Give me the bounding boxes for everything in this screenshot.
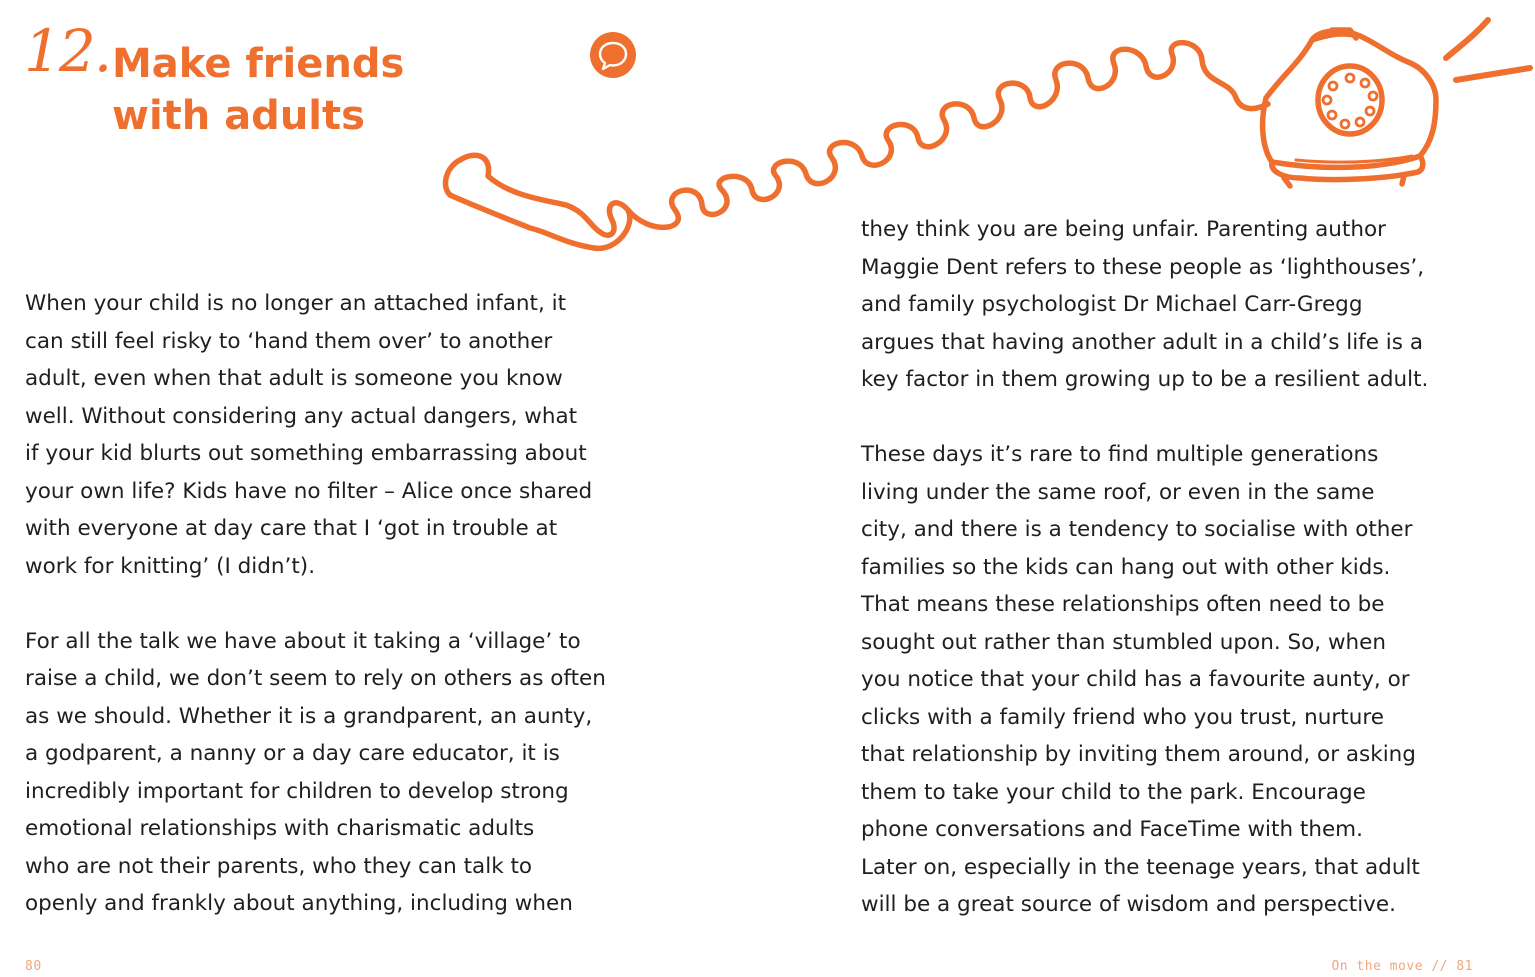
chapter-title-line: Make friends xyxy=(112,41,405,87)
text-line: that relationship by inviting them around, or asking xyxy=(861,742,1416,767)
text-line: openly and frankly about anything, including when xyxy=(25,891,573,916)
text-line: clicks with a family friend who you trust, nurture xyxy=(861,704,1384,730)
text-line: and family psychologist Dr Michael Carr-Gregg xyxy=(861,292,1363,317)
text-line: them to take your child to the park. Encourage xyxy=(861,779,1366,805)
text-line: adult, even when that adult is someone you know xyxy=(25,366,563,391)
text-line: incredibly important for children to develop strong xyxy=(25,778,569,804)
text-line: will be a great source of wisdom and perspective. xyxy=(861,892,1396,917)
text-line: who are not their parents, who they can talk to xyxy=(25,853,533,879)
page-number-left: 80 xyxy=(25,959,42,974)
text-line: living under the same roof, or even in the same xyxy=(861,479,1375,505)
text-line: emotional relationships with charismatic adults xyxy=(25,816,535,841)
body-paragraph xyxy=(861,436,1428,924)
text-line: well. Without considering any actual dangers, what xyxy=(25,403,578,429)
text-line: with everyone at day care that I ‘got in trouble at xyxy=(25,516,558,541)
text-line: phone conversations and FaceTime with them. xyxy=(861,817,1363,842)
text-line: sought out rather than stumbled upon. So, when xyxy=(861,629,1387,655)
body-paragraph xyxy=(861,211,1428,399)
text-line: families so the kids can hang out with other kids. xyxy=(861,554,1391,580)
text-line: your own life? Kids have no filter – Alice once shared xyxy=(25,478,593,504)
text-line: city, and there is a tendency to socialise with other xyxy=(861,517,1413,542)
chapter-number: 12. xyxy=(24,17,111,85)
text-line: they think you are being unfair. Parenting author xyxy=(861,217,1386,242)
text-line: argues that having another adult in a child’s life is a xyxy=(861,329,1423,355)
text-line: For all the talk we have about it taking a ‘village’ to xyxy=(25,628,581,654)
body-paragraph xyxy=(25,623,606,923)
running-footer-right: On the move // 81 xyxy=(1331,959,1473,974)
text-line: if your kid blurts out something embarrassing about xyxy=(25,441,587,466)
chapter-title-line: with adults xyxy=(112,93,365,139)
text-line: Later on, especially in the teenage years, that adult xyxy=(861,854,1420,880)
text-line: That means these relationships often need to be xyxy=(861,592,1385,617)
text-line: When your child is no longer an attached infant, it xyxy=(25,291,567,316)
right-text-column xyxy=(861,211,1428,924)
text-line: Maggie Dent refers to these people as ‘lighthouses’, xyxy=(861,254,1425,280)
text-line: work for knitting’ (I didn’t). xyxy=(25,553,316,579)
text-line: key factor in them growing up to be a resilient adult. xyxy=(861,367,1429,392)
body-paragraph xyxy=(25,285,606,585)
left-text-column xyxy=(25,285,606,923)
text-line: you notice that your child has a favourite aunty, or xyxy=(861,667,1410,692)
text-line: These days it’s rare to find multiple generations xyxy=(861,442,1379,467)
text-line: as we should. Whether it is a grandparent, an aunty, xyxy=(25,703,593,729)
text-line: can still feel risky to ‘hand them over’ to another xyxy=(25,328,553,354)
text-line: raise a child, we don’t seem to rely on others as often xyxy=(25,666,606,691)
text-line: a godparent, a nanny or a day care educator, it is xyxy=(25,741,560,766)
